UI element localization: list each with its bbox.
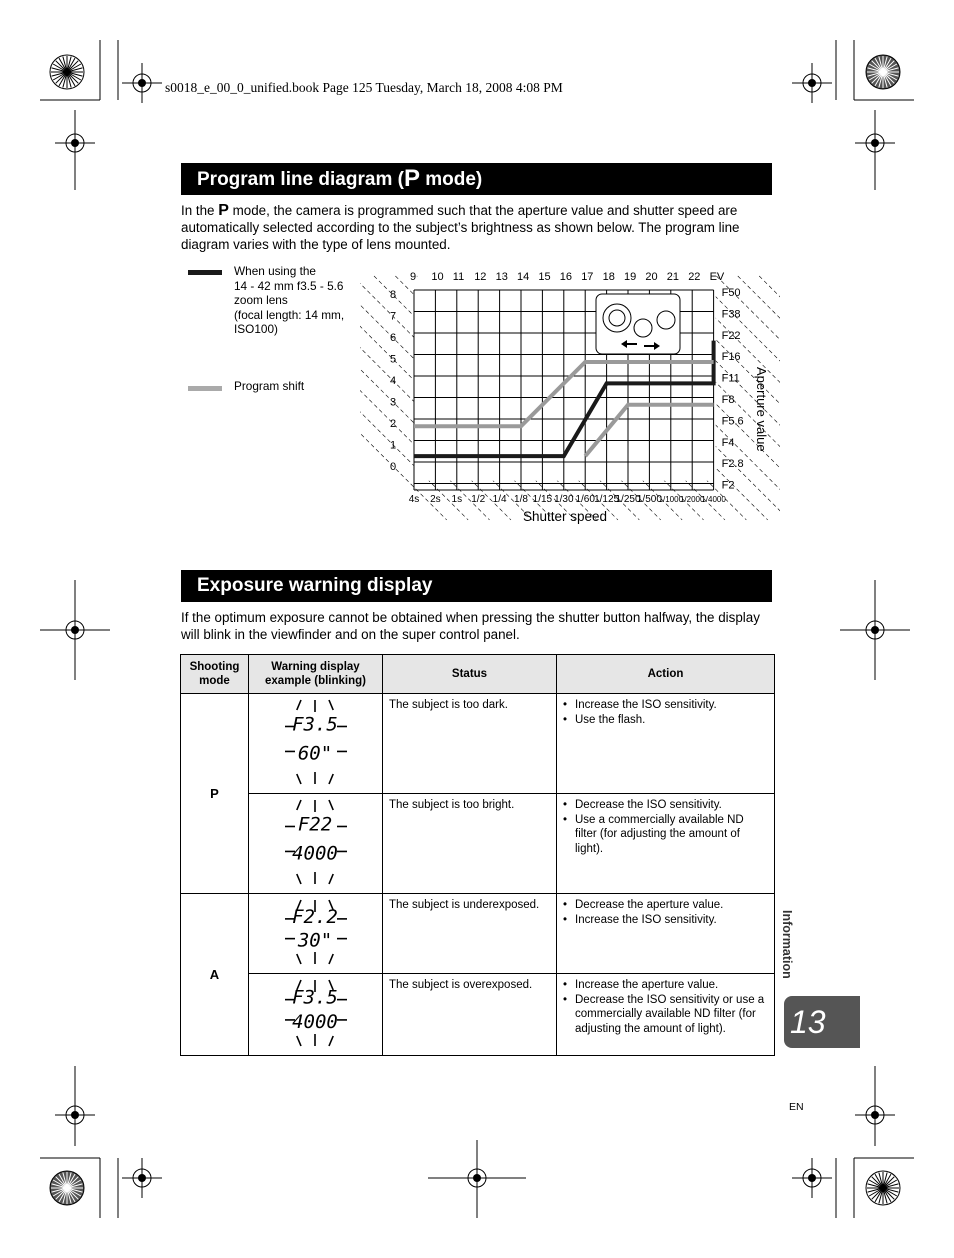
ev-left-label: 4 xyxy=(390,375,397,388)
exposure-warning-title: Exposure warning display xyxy=(181,570,772,602)
aperture-tick-label: F16 xyxy=(721,351,741,364)
title-text-after: mode) xyxy=(419,169,483,190)
shutter-tick-label: 1/4 xyxy=(492,494,507,505)
warning-display-cell xyxy=(249,894,383,974)
shutter-tick-label: 1/8 xyxy=(514,494,528,505)
warning-display-cell xyxy=(249,974,383,1056)
ev-top-label: 9 xyxy=(410,271,417,283)
language-mark: EN xyxy=(789,1101,804,1113)
blinking-display-icon xyxy=(249,694,381,790)
aperture-tick-label: F38 xyxy=(721,308,741,321)
x-axis-label: Shutter speed xyxy=(522,509,608,524)
legend-shift-swatch xyxy=(188,386,222,391)
legend-shift-text: Program shift xyxy=(234,379,305,393)
ev-top-label: 21 xyxy=(666,271,680,283)
shutter-tick-label: 4s xyxy=(408,494,420,505)
file-info-header: s0018_e_00_0_unified.book Page 125 Tuesday, March 18, 2008 4:08 PM xyxy=(165,80,563,95)
aperture-tick-label: F2 xyxy=(721,479,735,492)
shutter-tick-label: 1/500 xyxy=(636,494,662,505)
p-mode-glyph-inline: P xyxy=(218,202,229,219)
intro-text-before: In the xyxy=(181,203,219,218)
action-cell xyxy=(557,794,775,894)
legend-program-swatch xyxy=(188,270,222,275)
action-item: • Increase the aperture value. xyxy=(563,978,768,993)
table-row xyxy=(181,794,775,894)
aperture-tick-label: F5.6 xyxy=(721,415,744,428)
legend-line: zoom lens xyxy=(234,293,288,307)
blinking-display-icon xyxy=(249,894,381,970)
camera-dial-illustration xyxy=(596,294,680,354)
ev-top-label: 16 xyxy=(559,271,573,283)
ev-top-label: 12 xyxy=(474,271,487,283)
ev-left-label: 2 xyxy=(390,418,397,431)
status-cell: The subject is underexposed. xyxy=(383,894,557,974)
legend-line: When using the xyxy=(234,264,316,278)
aperture-tick-label: F50 xyxy=(721,287,741,299)
intro-text-after: mode, the camera is programmed such that the aperture value and shutter speed are automatically selected according to the subject’s brightness as shown below. The program line diagram varies with the type of lens mounted. xyxy=(181,203,740,252)
table-row xyxy=(181,894,775,974)
status-cell: The subject is too bright. xyxy=(383,794,557,894)
lcd-aperture-readout: F3.5 xyxy=(292,713,338,736)
action-item: • Increase the ISO sensitivity. xyxy=(563,698,768,713)
ev-top-label: 20 xyxy=(645,271,658,283)
shutter-tick-label: 1/125 xyxy=(594,494,620,505)
header-line: example (blinking) xyxy=(265,675,366,687)
header-action: Action xyxy=(557,655,775,694)
lcd-shutter-readout: 4000 xyxy=(292,1010,338,1033)
shutter-tick-label: 1/30 xyxy=(554,494,574,505)
aperture-tick-label: F11 xyxy=(721,372,740,385)
lcd-aperture-readout: F3.5 xyxy=(292,986,338,1009)
lcd-shutter-readout: 30" xyxy=(297,929,333,952)
aperture-tick-label: F4 xyxy=(721,436,735,449)
legend-line: (focal length: 14 mm, xyxy=(234,307,345,322)
program-line-chart xyxy=(360,262,780,532)
shutter-tick-label: 1/60 xyxy=(575,494,595,505)
lcd-aperture-readout: F22 xyxy=(297,813,333,836)
header-warning-display xyxy=(249,655,383,694)
ev-left-label: 5 xyxy=(390,353,397,366)
warning-display-cell xyxy=(249,794,383,894)
ev-top-label: 17 xyxy=(581,271,594,283)
program-line-intro xyxy=(181,202,773,253)
table-header-row xyxy=(181,655,775,694)
lcd-shutter-readout: 4000 xyxy=(292,842,338,865)
ev-top-label: 22 xyxy=(688,271,701,283)
ev-left-label: 0 xyxy=(390,461,397,474)
program-line-diagram-title xyxy=(181,163,772,195)
header-shooting-mode xyxy=(181,655,249,694)
ev-top-label: 18 xyxy=(602,271,615,283)
ev-top-label: EV xyxy=(709,271,725,283)
aperture-tick-label: F8 xyxy=(721,394,735,406)
header-line: Warning display xyxy=(271,661,360,673)
header-status: Status xyxy=(383,655,557,694)
status-cell: The subject is too dark. xyxy=(383,694,557,794)
action-cell xyxy=(557,694,775,794)
lcd-shutter-readout: 60" xyxy=(297,742,333,765)
exposure-warning-table xyxy=(180,654,775,1056)
shutter-tick-label: 1s xyxy=(451,494,463,505)
shutter-tick-label: 1/4000 xyxy=(701,495,726,504)
ev-left-label: 1 xyxy=(390,439,397,452)
information-side-tab xyxy=(776,910,806,1000)
ev-top-label: 10 xyxy=(431,271,444,283)
shutter-tick-label: 1/15 xyxy=(532,494,553,505)
mode-cell: P xyxy=(181,694,249,894)
legend-line: 14 - 42 mm f3.5 - 5.6 xyxy=(234,278,344,293)
ev-left-label: 6 xyxy=(390,332,397,345)
action-item: • Decrease the ISO sensitivity or use a commercially available ND filter (for adjusting the amount of light). xyxy=(563,993,768,1037)
mode-cell: A xyxy=(181,894,249,1056)
ev-left-label: 3 xyxy=(390,396,397,409)
shutter-tick-label: 1/1000 xyxy=(658,495,684,504)
shutter-tick-label: 1/2 xyxy=(471,494,486,505)
chart-grid xyxy=(360,276,780,520)
ev-top-label: 14 xyxy=(517,271,530,283)
exposure-warning-intro: If the optimum exposure cannot be obtained when pressing the shutter button halfway, the display will blink in the viewfinder and on the super control panel. xyxy=(181,610,760,642)
action-item: • Use the flash. xyxy=(563,713,768,728)
table-row xyxy=(181,694,775,794)
action-item: • Increase the ISO sensitivity. xyxy=(563,913,768,928)
header-line: Shooting xyxy=(189,661,240,673)
lcd-aperture-readout: F2.2 xyxy=(292,905,338,928)
aperture-tick-label: F22 xyxy=(721,329,741,342)
ev-left-label: 8 xyxy=(390,289,397,301)
ev-top-label: 15 xyxy=(538,271,551,283)
ev-left-label: 7 xyxy=(390,310,397,323)
ev-top-label: 19 xyxy=(624,271,637,283)
shutter-tick-label: 1/250 xyxy=(615,494,641,505)
warning-display-cell xyxy=(249,694,383,794)
action-cell xyxy=(557,974,775,1056)
action-item: • Decrease the ISO sensitivity. xyxy=(563,798,768,813)
ev-top-label: 11 xyxy=(452,271,465,283)
shutter-tick-label: 1/2000 xyxy=(679,495,705,504)
chapter-number-tab: 13 xyxy=(784,996,860,1048)
shutter-tick-label: 2s xyxy=(430,494,441,505)
y-axis-label: Aperture value xyxy=(754,367,769,452)
action-item: • Use a commercially available ND filter (for adjusting the amount of light). xyxy=(563,813,768,857)
ev-top-label: 13 xyxy=(495,271,508,283)
blinking-display-icon xyxy=(249,974,381,1052)
action-cell xyxy=(557,894,775,974)
p-mode-glyph: P xyxy=(403,165,420,192)
action-item: • Decrease the aperture value. xyxy=(563,898,768,913)
information-label: Information xyxy=(780,910,794,979)
legend-line: ISO100) xyxy=(234,322,278,336)
aperture-tick-label: F2.8 xyxy=(721,458,744,471)
blinking-display-icon xyxy=(249,794,381,890)
table-row xyxy=(181,974,775,1056)
legend-program-text xyxy=(234,264,344,337)
title-text-before: Program line diagram ( xyxy=(197,169,404,190)
status-cell: The subject is overexposed. xyxy=(383,974,557,1056)
header-line: mode xyxy=(199,675,230,687)
